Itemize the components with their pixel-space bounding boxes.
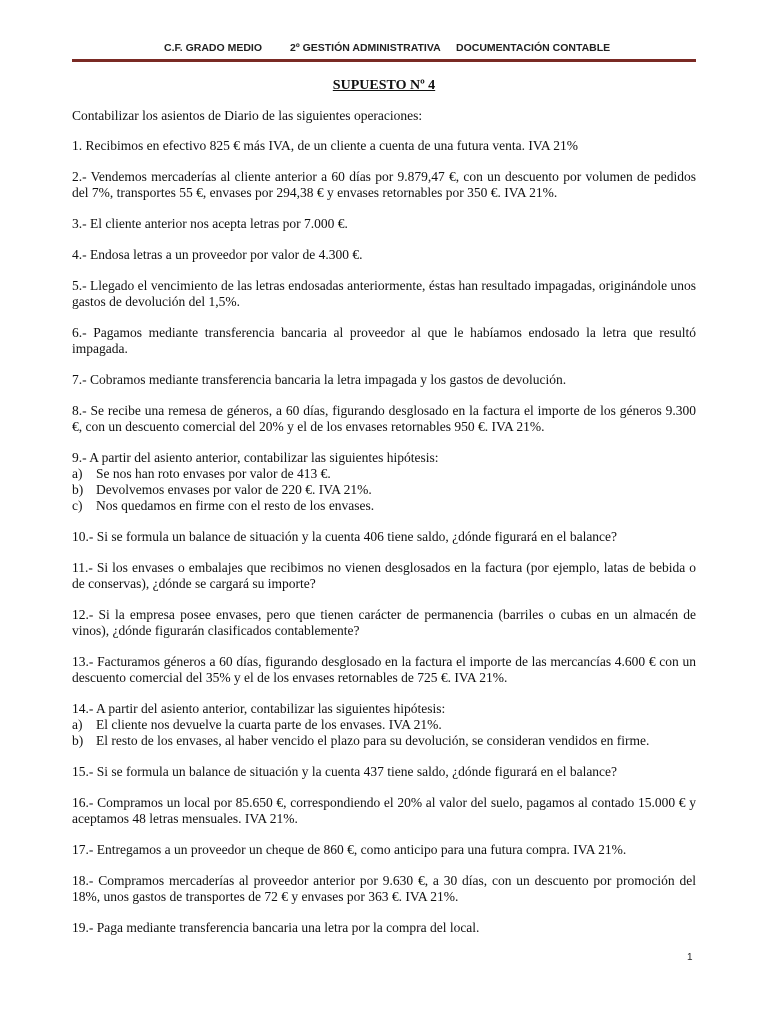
header-subject: DOCUMENTACIÓN CONTABLE	[456, 42, 611, 54]
exercise-item-12: 12.- Si la empresa posee envases, pero que tienen carácter de permanencia (barriles o cubas en un almacén de vinos), ¿dónde figurarán clasificados contablemente?	[72, 607, 696, 638]
exercise-item-4: 4.- Endosa letras a un proveedor por valor de 4.300 €.	[72, 247, 363, 262]
intro-text: Contabilizar los asientos de Diario de las siguientes operaciones:	[72, 108, 423, 123]
hypothesis-letter: b)	[72, 482, 84, 497]
exercise-item-10: 10.- Si se formula un balance de situación y la cuenta 406 tiene saldo, ¿dónde figurará en el balance?	[72, 529, 618, 544]
hypothesis-text: Devolvemos envases por valor de 220 €. IVA 21%.	[96, 482, 372, 497]
header-course: C.F. GRADO MEDIO	[164, 42, 263, 54]
hypothesis-letter: b)	[72, 733, 84, 748]
exercise-item-9-text: 9.- A partir del asiento anterior, contabilizar las siguientes hipótesis:	[72, 450, 439, 465]
exercise-item-14	[72, 701, 696, 749]
exercise-item-19: 19.- Paga mediante transferencia bancaria una letra por la compra del local.	[72, 920, 480, 935]
hypothesis-text: Se nos han roto envases por valor de 413 €.	[96, 466, 331, 481]
exercise-item-2: 2.- Vendemos mercaderías al cliente anterior a 60 días por 9.879,47 €, con un descuento por volumen de pedidos del 7%, transportes 55 €, envases por 294,38 € y envases retornables por 350 €. IVA 21%.	[72, 169, 696, 200]
exercise-item-6: 6.- Pagamos mediante transferencia bancaria al proveedor al que le habíamos endosado la letra que resultó impagada.	[72, 325, 696, 356]
exercise-item-9	[72, 450, 696, 514]
hypothesis-b	[72, 733, 696, 749]
exercise-item-5: 5.- Llegado el vencimiento de las letras endosadas anteriormente, éstas han resultado impagadas, originándole unos gastos de devolución del 1,5%.	[72, 278, 696, 309]
document-body	[72, 108, 696, 951]
page-header	[72, 42, 696, 58]
header-rule	[72, 59, 696, 62]
exercise-item-15: 15.- Si se formula un balance de situación y la cuenta 437 tiene saldo, ¿dónde figurará en el balance?	[72, 764, 618, 779]
hypothesis-b	[72, 482, 696, 498]
exercise-item-1: 1. Recibimos en efectivo 825 € más IVA, de un cliente a cuenta de una futura venta. IVA 21%	[72, 138, 578, 153]
header-module: 2º GESTIÓN ADMINISTRATIVA	[290, 42, 441, 54]
exercise-item-11: 11.- Si los envases o embalajes que recibimos no vienen desglosados en la factura (por ejemplo, latas de bebida o de conservas), ¿dónde se cargará su importe?	[72, 560, 696, 591]
hypothesis-a	[72, 717, 696, 733]
hypothesis-text: El resto de los envases, al haber vencido el plazo para su devolución, se consideran vendidos en firme.	[96, 733, 650, 748]
hypothesis-letter: a)	[72, 717, 83, 732]
exercise-item-3: 3.- El cliente anterior nos acepta letras por 7.000 €.	[72, 216, 348, 231]
hypothesis-letter: c)	[72, 498, 83, 513]
exercise-item-17: 17.- Entregamos a un proveedor un cheque de 860 €, como anticipo para una futura compra. IVA 21%.	[72, 842, 627, 857]
exercise-item-16: 16.- Compramos un local por 85.650 €, correspondiendo el 20% al valor del suelo, pagamos al contado 15.000 € y aceptamos 48 letras mensuales. IVA 21%.	[72, 795, 696, 826]
exercise-item-8: 8.- Se recibe una remesa de géneros, a 60 días, figurando desglosado en la factura el importe de los géneros 9.300 €, con un descuento comercial del 20% y el de los envases retornables 950 €. IVA 21%.	[72, 403, 696, 434]
exercise-item-7: 7.- Cobramos mediante transferencia bancaria la letra impagada y los gastos de devolución.	[72, 372, 567, 387]
hypothesis-a	[72, 466, 696, 482]
exercise-item-13: 13.- Facturamos géneros a 60 días, figurando desglosado en la factura el importe de las mercancías 4.600 € con un descuento comercial del 35% y el de los envases retornables de 725 €. IVA 21%.	[72, 654, 696, 685]
hypothesis-text: Nos quedamos en firme con el resto de los envases.	[96, 498, 375, 513]
hypothesis-letter: a)	[72, 466, 83, 481]
exercise-item-18: 18.- Compramos mercaderías al proveedor anterior por 9.630 €, a 30 días, con un descuento por promoción del 18%, unos gastos de transportes de 72 € y envases por 363 €. IVA 21%.	[72, 873, 696, 904]
document-title: SUPUESTO Nº 4	[332, 78, 436, 93]
hypothesis-c	[72, 498, 696, 514]
page-number: 1	[687, 952, 693, 963]
hypothesis-text: El cliente nos devuelve la cuarta parte de los envases. IVA 21%.	[96, 717, 442, 732]
exercise-item-14-text: 14.- A partir del asiento anterior, contabilizar las siguientes hipótesis:	[72, 701, 446, 716]
